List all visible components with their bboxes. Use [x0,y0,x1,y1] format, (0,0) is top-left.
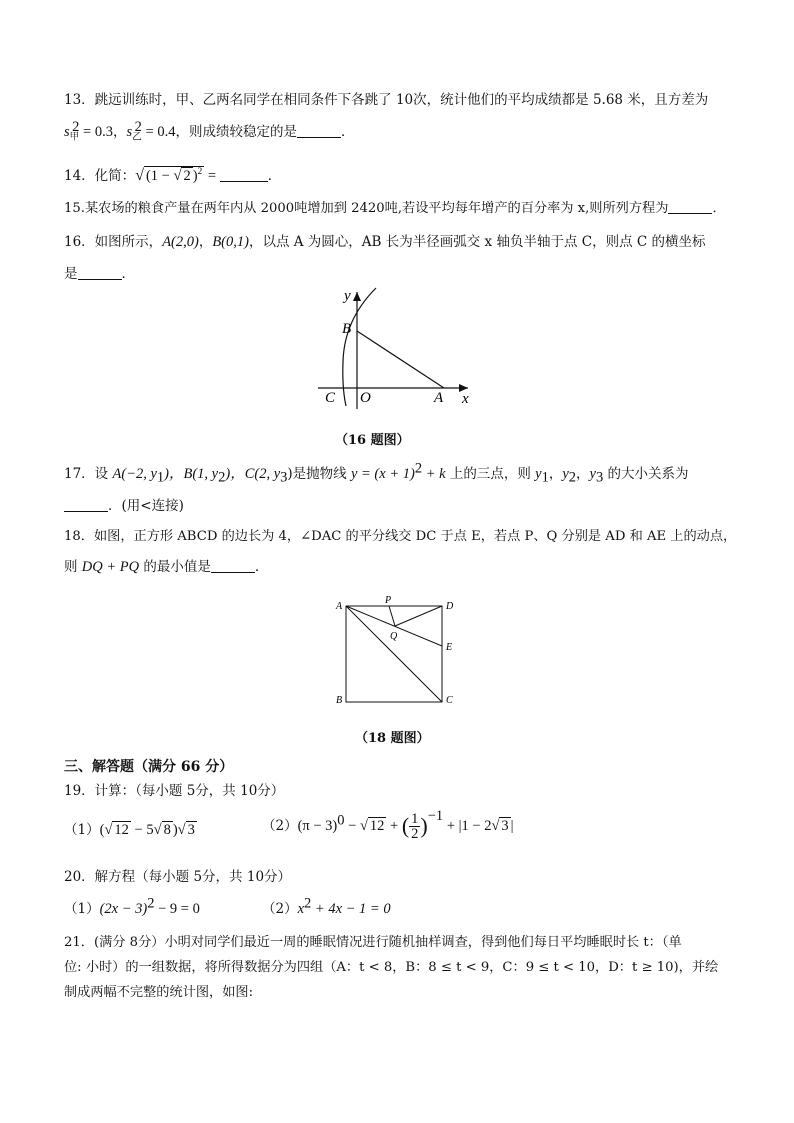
question-20-title: 20．解方程（每小题 5分，共 10分） [64,869,292,885]
label-x: x [462,391,469,407]
label-b: B [336,695,343,706]
label-a: A [434,390,444,406]
question-21-line-2: 位: 小时）的一组数据，将所得数据分为四组（A：t < 8，B：8 ≤ t < 9，C：9 ≤ t < 10，D：t ≥ 10)，并绘 [64,960,719,975]
figure-18-caption: （18 题图） [355,731,430,746]
label-e: E [446,642,453,653]
sqrt-expression: (1 − √ 2 )$^2$ [145,167,203,184]
question-19-title: 19．计算：（每小题 5分，共 10分） [64,783,285,799]
question-19-part-2: $(2)(\pi - 3)^0$ − √ 12 + ( $\frac{1}{2}$ )$^{-1}$ + |1 − 2√ 3 | [262,808,514,842]
y-axis-arrow-icon [353,292,361,301]
figure-18-diagram [330,594,462,710]
label-o: O [360,390,371,406]
question-21-line-1: 21．(满分 8分）小明对同学们最近一周的睡眠情况进行随机抽样调查，得到他们每日平均睡眠时长 t：（单 [64,935,682,950]
label-y: y [344,288,351,304]
question-18-line-1: 18．如图，正方形 ABCD 的边长为 4，∠DAC 的平分线交 DC 于点 E，若点 P、Q 分别是 AD 和 AE 上的动点， [64,529,737,544]
question-14: 14．化简：√ (1 − √ 2 )$^2$ = ． [64,167,282,184]
segment-ab [357,331,444,388]
figure-16-caption: （16 题图） [335,433,410,448]
label-a: A [336,601,343,612]
answer-blank-17[interactable] [64,497,108,512]
fraction-one-half: $\frac{1}{2}$ [411,811,419,842]
question-20-part-2: $(2)x^2 + 4x - 1 = 0$ [262,895,391,917]
label-c: C [446,695,453,706]
label-b: B [342,321,352,337]
answer-blank-18[interactable] [211,558,255,573]
label-c: C [325,390,336,406]
answer-blank-15[interactable] [668,199,712,214]
question-17-line-2: ．(用<连接) [64,496,184,516]
segment-dq [395,606,442,626]
question-13-line-1: 13．跳远训练时，甲、乙两名同学在相同条件下各跳了 10次，统计他们的平均成绩都是 5.68 米，且方差为 [64,92,709,108]
figure-16-diagram [310,284,480,414]
question-21-line-3: 制成两幅不完整的统计图，如图: [64,985,254,1000]
question-15: 15.某农场的粮食产量在两年内从 2000吨增加到 2420吨,若设平均每年增产的百分率为 x,则所列方程为 ． [64,201,726,216]
label-d: D [446,601,454,612]
answer-blank-14[interactable] [220,167,268,182]
label-q: Q [390,631,398,642]
segment-pq [389,606,395,626]
question-18-line-2: 则 DQ + PQ 的最小值是 ． [64,559,269,575]
question-13-line-2: $s_甲^2 = 0.3$，$s_乙^2 = 0.4$，则成绩较稳定的是 ． [64,118,355,143]
question-17-line-1: 17．设 A(−2, $y_1$)，B(1, $y_2$)，C(2, $y_3$)是抛物线 $y = (x + 1)^2 + k$ 上的三点，则 $y_1$，$y_2$，$y_3$ 的大小关系为 [64,460,689,486]
section-3-heading: 三、解答题（满分 66 分） [64,759,234,775]
question-20-part-1: $(1)(2x - 3)^2 - 9 = 0$ [64,895,200,917]
question-16-line-2: 是 ． [64,266,135,282]
label-p: P [385,595,392,606]
question-19-part-1: （1）(√ 12 − 5√ 8 )√ 3 [64,822,195,838]
question-16-line-1: 16．如图所示，A(2,0)，B(0,1)，以点 A 为圆心，AB 长为半径画弧交 x 轴负半轴于点 C，则点 C 的横坐标 [64,234,706,250]
answer-blank-13[interactable] [297,123,341,138]
answer-blank-16[interactable] [78,265,122,280]
diagonal-ac [346,606,442,702]
